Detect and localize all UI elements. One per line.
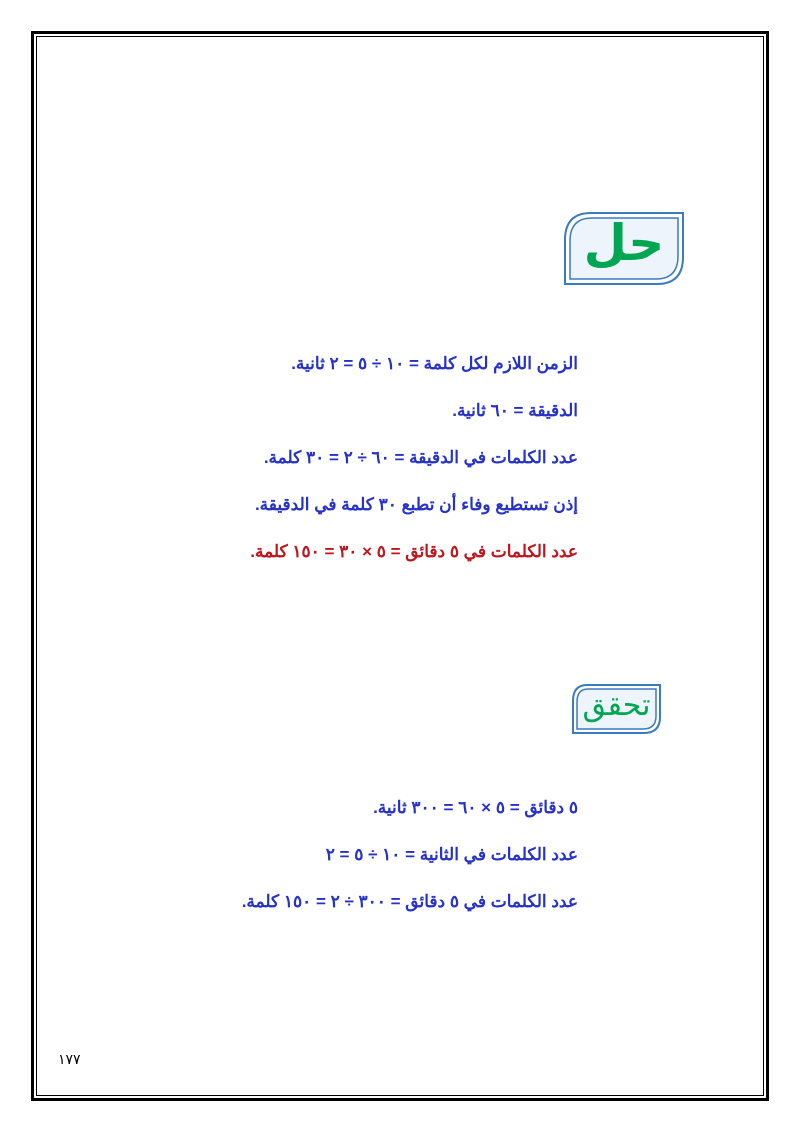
solution-line-1: الزمن اللازم لكل كلمة = ١٠ ÷ ٥ = ٢ ثانية. (291, 354, 578, 373)
solution-badge (563, 212, 685, 285)
verify-line-2: عدد الكلمات في الثانية = ١٠ ÷ ٥ = ٢ (325, 845, 578, 864)
verify-line-3: عدد الكلمات في ٥ دقائق = ٣٠٠ ÷ ٢ = ١٥٠ كلمة. (241, 892, 578, 911)
verify-heading: تحقق (582, 688, 651, 723)
solution-line-2: الدقيقة = ٦٠ ثانية. (452, 401, 578, 420)
solution-text (250, 340, 578, 575)
solution-heading: حل (583, 214, 665, 272)
verify-badge (571, 684, 662, 734)
solution-answer: عدد الكلمات في ٥ دقائق = ٥ × ٣٠ = ١٥٠ كلمة. (250, 542, 578, 561)
verify-text (242, 784, 578, 925)
verify-line-1: ٥ دقائق = ٥ × ٦٠ = ٣٠٠ ثانية. (373, 798, 578, 817)
page-number: ١٧٧ (58, 1052, 81, 1068)
solution-line-4: إذن تستطيع وفاء أن تطبع ٣٠ كلمة في الدقيقة. (254, 495, 578, 514)
solution-line-3: عدد الكلمات في الدقيقة = ٦٠ ÷ ٢ = ٣٠ كلمة. (263, 448, 578, 467)
